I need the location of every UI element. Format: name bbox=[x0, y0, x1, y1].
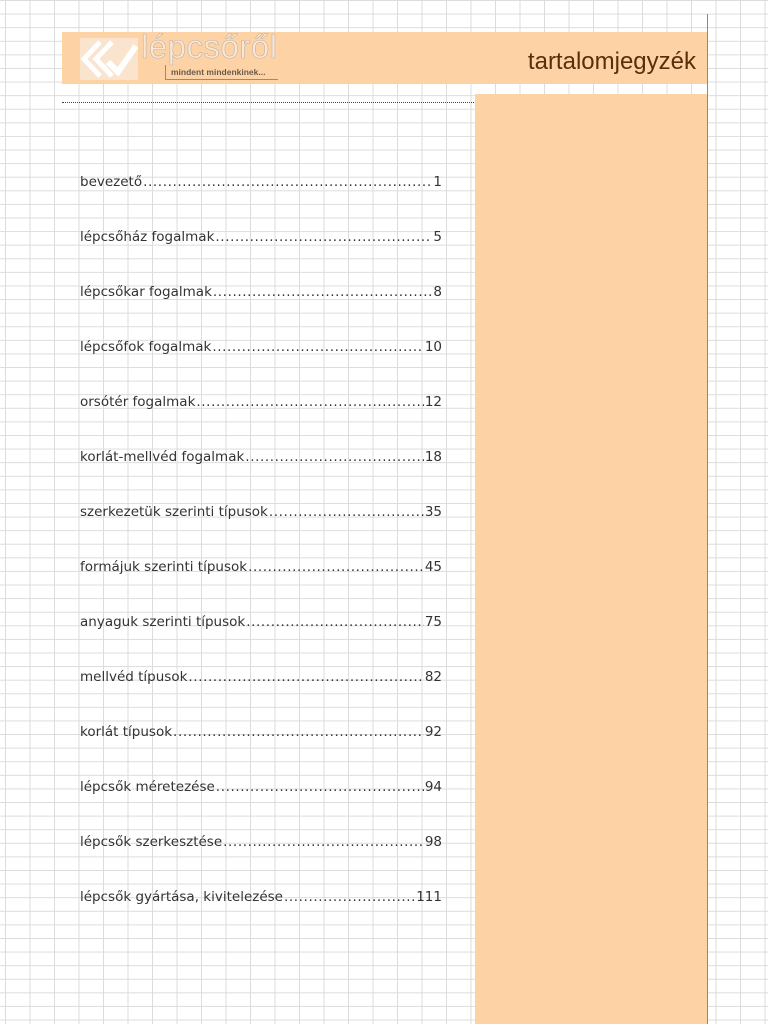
dot-leader bbox=[143, 174, 432, 190]
toc-entry-title: lépcsőkar fogalmak bbox=[80, 284, 212, 300]
toc-entry-page: 45 bbox=[424, 559, 442, 575]
toc-entry[interactable] bbox=[80, 724, 442, 779]
brand-name: lépcsőről bbox=[141, 28, 278, 65]
toc-entry[interactable] bbox=[80, 559, 442, 614]
toc-entry-page: 8 bbox=[433, 284, 442, 300]
dot-leader bbox=[246, 614, 424, 630]
toc-entry-page: 75 bbox=[424, 614, 442, 630]
dot-leader bbox=[223, 834, 424, 850]
dot-leader bbox=[216, 779, 424, 795]
toc-entry-page: 10 bbox=[424, 339, 442, 355]
toc-entry-page: 1 bbox=[433, 174, 442, 190]
toc-entry-title: korlát típusok bbox=[80, 724, 173, 740]
dot-leader bbox=[284, 889, 415, 905]
toc-entry-page: 5 bbox=[433, 229, 442, 245]
dot-leader bbox=[248, 559, 424, 575]
toc-entry-page: 111 bbox=[416, 889, 442, 905]
dot-leader bbox=[173, 724, 424, 740]
toc-entry-title: lépcsők méretezése bbox=[80, 779, 215, 795]
dot-leader bbox=[245, 449, 424, 465]
toc-entry-page: 12 bbox=[424, 394, 442, 410]
toc-entry[interactable] bbox=[80, 449, 442, 504]
toc-entry[interactable] bbox=[80, 339, 442, 394]
dot-leader bbox=[213, 284, 433, 300]
toc-entry[interactable] bbox=[80, 174, 442, 229]
toc-entry[interactable] bbox=[80, 504, 442, 559]
toc-entry-title: orsótér fogalmak bbox=[80, 394, 196, 410]
dot-leader bbox=[269, 504, 424, 520]
toc-entry-title: formájuk szerinti típusok bbox=[80, 559, 248, 575]
toc-entry-title: bevezető bbox=[80, 174, 143, 190]
toc-entry-title: szerkezetük szerinti típusok bbox=[80, 504, 268, 520]
margin-line bbox=[707, 14, 708, 1024]
toc-entry-page: 18 bbox=[424, 449, 442, 465]
toc-entry-page: 82 bbox=[424, 669, 442, 685]
side-column bbox=[475, 94, 708, 1024]
page-title: tartalomjegyzék bbox=[527, 48, 696, 75]
toc-entry[interactable] bbox=[80, 669, 442, 724]
toc-entry[interactable] bbox=[80, 889, 442, 944]
toc-entry[interactable] bbox=[80, 779, 442, 834]
toc-entry-title: korlát-mellvéd fogalmak bbox=[80, 449, 245, 465]
dot-leader bbox=[196, 394, 423, 410]
toc-entry-page: 92 bbox=[424, 724, 442, 740]
toc-entry[interactable] bbox=[80, 229, 442, 284]
toc-entry[interactable] bbox=[80, 614, 442, 669]
toc-entry-title: lépcsők szerkesztése bbox=[80, 834, 223, 850]
dot-leader bbox=[215, 229, 432, 245]
toc-entry-title: lépcsők gyártása, kivitelezése bbox=[80, 889, 283, 905]
toc-entry-title: lépcsőház fogalmak bbox=[80, 229, 215, 245]
toc-entry-page: 94 bbox=[424, 779, 442, 795]
table-of-contents bbox=[80, 174, 442, 944]
toc-entry[interactable] bbox=[80, 834, 442, 889]
toc-entry[interactable] bbox=[80, 394, 442, 449]
toc-entry-page: 98 bbox=[424, 834, 442, 850]
toc-entry[interactable] bbox=[80, 284, 442, 339]
logo-icon bbox=[80, 38, 138, 80]
dot-leader bbox=[188, 669, 423, 685]
dot-leader bbox=[212, 339, 424, 355]
toc-entry-title: anyaguk szerinti típusok bbox=[80, 614, 246, 630]
toc-entry-title: mellvéd típusok bbox=[80, 669, 188, 685]
toc-entry-page: 35 bbox=[424, 504, 442, 520]
brand-tagline: mindent mindenkinek... bbox=[171, 67, 266, 77]
toc-entry-title: lépcsőfok fogalmak bbox=[80, 339, 212, 355]
